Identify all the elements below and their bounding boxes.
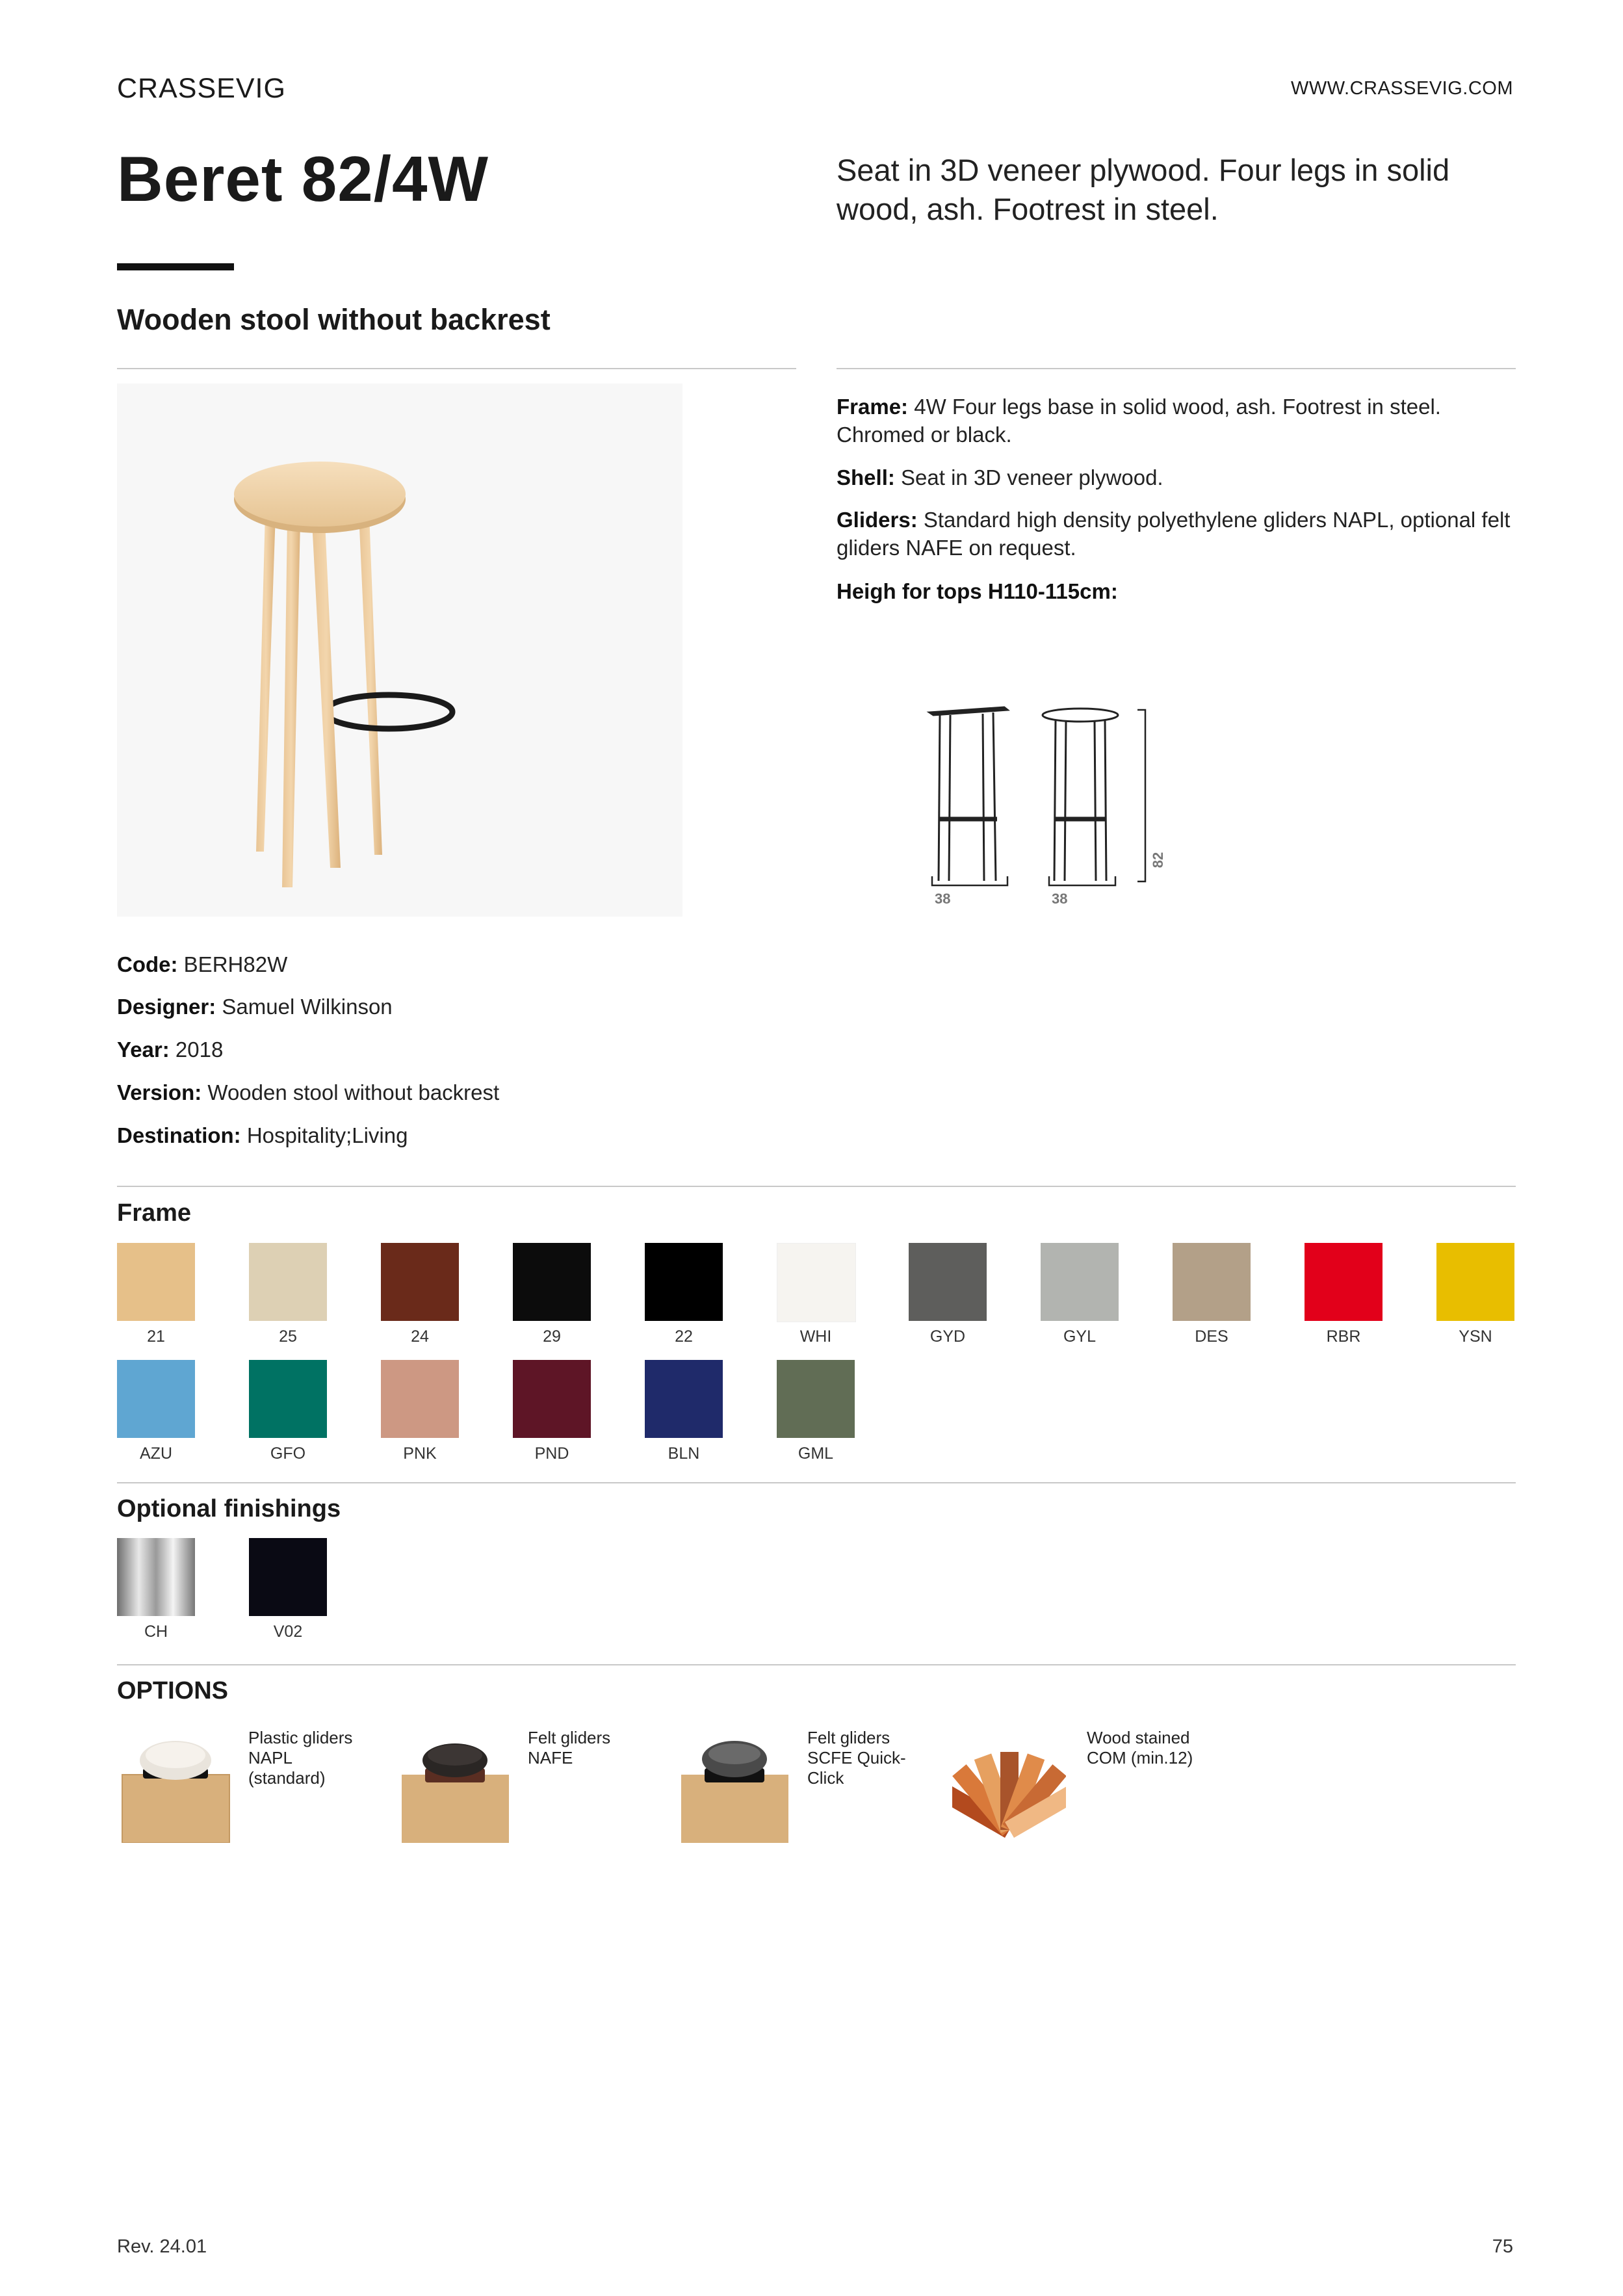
felt-glider-image: [396, 1723, 510, 1843]
product-title: Beret 82/4W: [117, 143, 489, 215]
frame-swatch-label: BLN: [668, 1444, 700, 1463]
frame-swatch-label: WHI: [799, 1327, 832, 1346]
meta-year: [117, 1036, 223, 1063]
frame-swatch-label: 21: [147, 1327, 165, 1346]
frame-swatch-label: GYL: [1063, 1327, 1097, 1346]
spec-gliders-label: Gliders:: [837, 508, 918, 532]
meta-destination-value: Hospitality;Living: [246, 1123, 408, 1147]
website-url[interactable]: WWW.CRASSEVIG.COM: [1291, 78, 1513, 99]
frame-swatch-whi[interactable]: [777, 1243, 856, 1322]
meta-version-value: Wooden stool without backrest: [207, 1080, 500, 1104]
frame-swatch-pnk[interactable]: [381, 1360, 459, 1438]
optional-section-title: Optional finishings: [117, 1495, 341, 1522]
frame-swatch-gyl[interactable]: [1041, 1243, 1119, 1321]
frame-swatch-rbr[interactable]: [1305, 1243, 1383, 1321]
option-label: COM (min.12): [1087, 1748, 1193, 1768]
option-felt-gliders-nafe: [528, 1728, 642, 1768]
technical-drawing: [910, 696, 1183, 910]
frame-swatch-label: 22: [675, 1327, 693, 1346]
frame-swatch-ysn[interactable]: [1436, 1243, 1514, 1321]
option-felt-gliders-scfe: [807, 1728, 921, 1788]
meta-designer-value: Samuel Wilkinson: [222, 995, 393, 1019]
spec-frame: [837, 393, 1516, 449]
product-intro: Seat in 3D veneer plywood. Four legs in solid wood, ash. Footrest in steel.: [837, 153, 1450, 226]
title-underline: [117, 263, 234, 270]
frame-swatch-des[interactable]: [1173, 1243, 1251, 1321]
option-label: SCFE Quick-: [807, 1748, 906, 1768]
product-subtitle: Wooden stool without backrest: [117, 303, 551, 336]
option-label: Felt gliders: [807, 1728, 890, 1747]
revision-label: Rev. 24.01: [117, 2236, 207, 2257]
spec-frame-label: Frame:: [837, 395, 909, 419]
frame-swatch-22[interactable]: [645, 1243, 723, 1321]
wood-stain-samples-image: [952, 1726, 1066, 1846]
spec-shell-text: Seat in 3D veneer plywood.: [901, 465, 1163, 489]
meta-destination-label: Destination:: [117, 1123, 241, 1147]
option-label: NAFE: [528, 1748, 573, 1768]
meta-version: [117, 1078, 499, 1106]
option-label: Click: [807, 1768, 844, 1788]
frame-swatch-gyd[interactable]: [909, 1243, 987, 1321]
frame-swatch-bln[interactable]: [645, 1360, 723, 1438]
optional-swatch-ch[interactable]: [117, 1538, 195, 1616]
optional-swatch-label: V02: [273, 1623, 303, 1641]
meta-code-value: BERH82W: [183, 952, 288, 976]
frame-swatch-gfo[interactable]: [249, 1360, 327, 1438]
frame-swatch-label: RBR: [1326, 1327, 1361, 1346]
plastic-glider-image: [117, 1723, 231, 1843]
spec-gliders: [837, 506, 1516, 562]
frame-swatch-label: GFO: [270, 1444, 306, 1463]
frame-swatch-label: 25: [279, 1327, 297, 1346]
page-number: 75: [1492, 2236, 1513, 2257]
meta-year-label: Year:: [117, 1037, 170, 1062]
optional-swatch-v02[interactable]: [249, 1538, 327, 1616]
frame-swatch-label: GML: [798, 1444, 834, 1463]
frame-swatch-azu[interactable]: [117, 1360, 195, 1438]
spec-tops-label: Heigh for tops H110-115cm:: [837, 579, 1118, 603]
brand-logo: CRASSEVIG: [117, 73, 286, 104]
divider: [117, 368, 796, 369]
stool-illustration: [117, 384, 682, 917]
meta-version-label: Version:: [117, 1080, 202, 1104]
meta-designer-label: Designer:: [117, 995, 216, 1019]
divider: [837, 368, 1516, 369]
frame-swatch-label: 29: [543, 1327, 561, 1346]
spec-frame-text: 4W Four legs base in solid wood, ash. Footrest in steel. Chromed or black.: [837, 395, 1441, 447]
option-label: NAPL: [248, 1748, 292, 1768]
dimension-height: 82: [1150, 852, 1167, 868]
frame-swatch-21[interactable]: [117, 1243, 195, 1321]
frame-section-title: Frame: [117, 1199, 192, 1227]
frame-swatch-pnd[interactable]: [513, 1360, 591, 1438]
frame-swatch-label: 24: [411, 1327, 429, 1346]
meta-designer: [117, 993, 393, 1021]
option-label: Felt gliders: [528, 1728, 611, 1747]
frame-swatch-label: PNK: [403, 1444, 437, 1463]
dimension-width-side: 38: [935, 891, 951, 907]
product-photo: [117, 384, 682, 917]
spec-shell-label: Shell:: [837, 465, 895, 489]
divider: [117, 1186, 1516, 1187]
frame-swatch-label: YSN: [1459, 1327, 1492, 1346]
meta-destination: [117, 1121, 408, 1149]
spec-gliders-text: Standard high density polyethylene gliders NAPL, optional felt gliders NAFE on request.: [837, 508, 1511, 560]
option-label: Wood stained: [1087, 1728, 1190, 1747]
dimension-width-front: 38: [1052, 891, 1068, 907]
frame-swatch-gml[interactable]: [777, 1360, 855, 1438]
meta-code: [117, 950, 287, 978]
spec-tops: [837, 577, 1516, 605]
divider: [117, 1482, 1516, 1483]
frame-swatch-29[interactable]: [513, 1243, 591, 1321]
optional-swatch-label: CH: [144, 1623, 168, 1641]
meta-year-value: 2018: [175, 1037, 224, 1062]
option-wood-stained: [1087, 1728, 1201, 1768]
meta-code-label: Code:: [117, 952, 178, 976]
option-label: Plastic gliders: [248, 1728, 353, 1747]
divider: [117, 1664, 1516, 1665]
frame-swatch-label: PND: [534, 1444, 569, 1463]
frame-swatch-label: GYD: [929, 1327, 966, 1346]
option-plastic-gliders: [248, 1728, 362, 1788]
frame-swatch-25[interactable]: [249, 1243, 327, 1321]
frame-swatch-label: DES: [1195, 1327, 1228, 1346]
options-section-title: OPTIONS: [117, 1677, 229, 1704]
option-label: (standard): [248, 1768, 326, 1788]
frame-swatch-24[interactable]: [381, 1243, 459, 1321]
frame-swatch-label: AZU: [140, 1444, 172, 1463]
quick-click-glider-image: [676, 1723, 790, 1843]
spec-shell: [837, 463, 1516, 491]
